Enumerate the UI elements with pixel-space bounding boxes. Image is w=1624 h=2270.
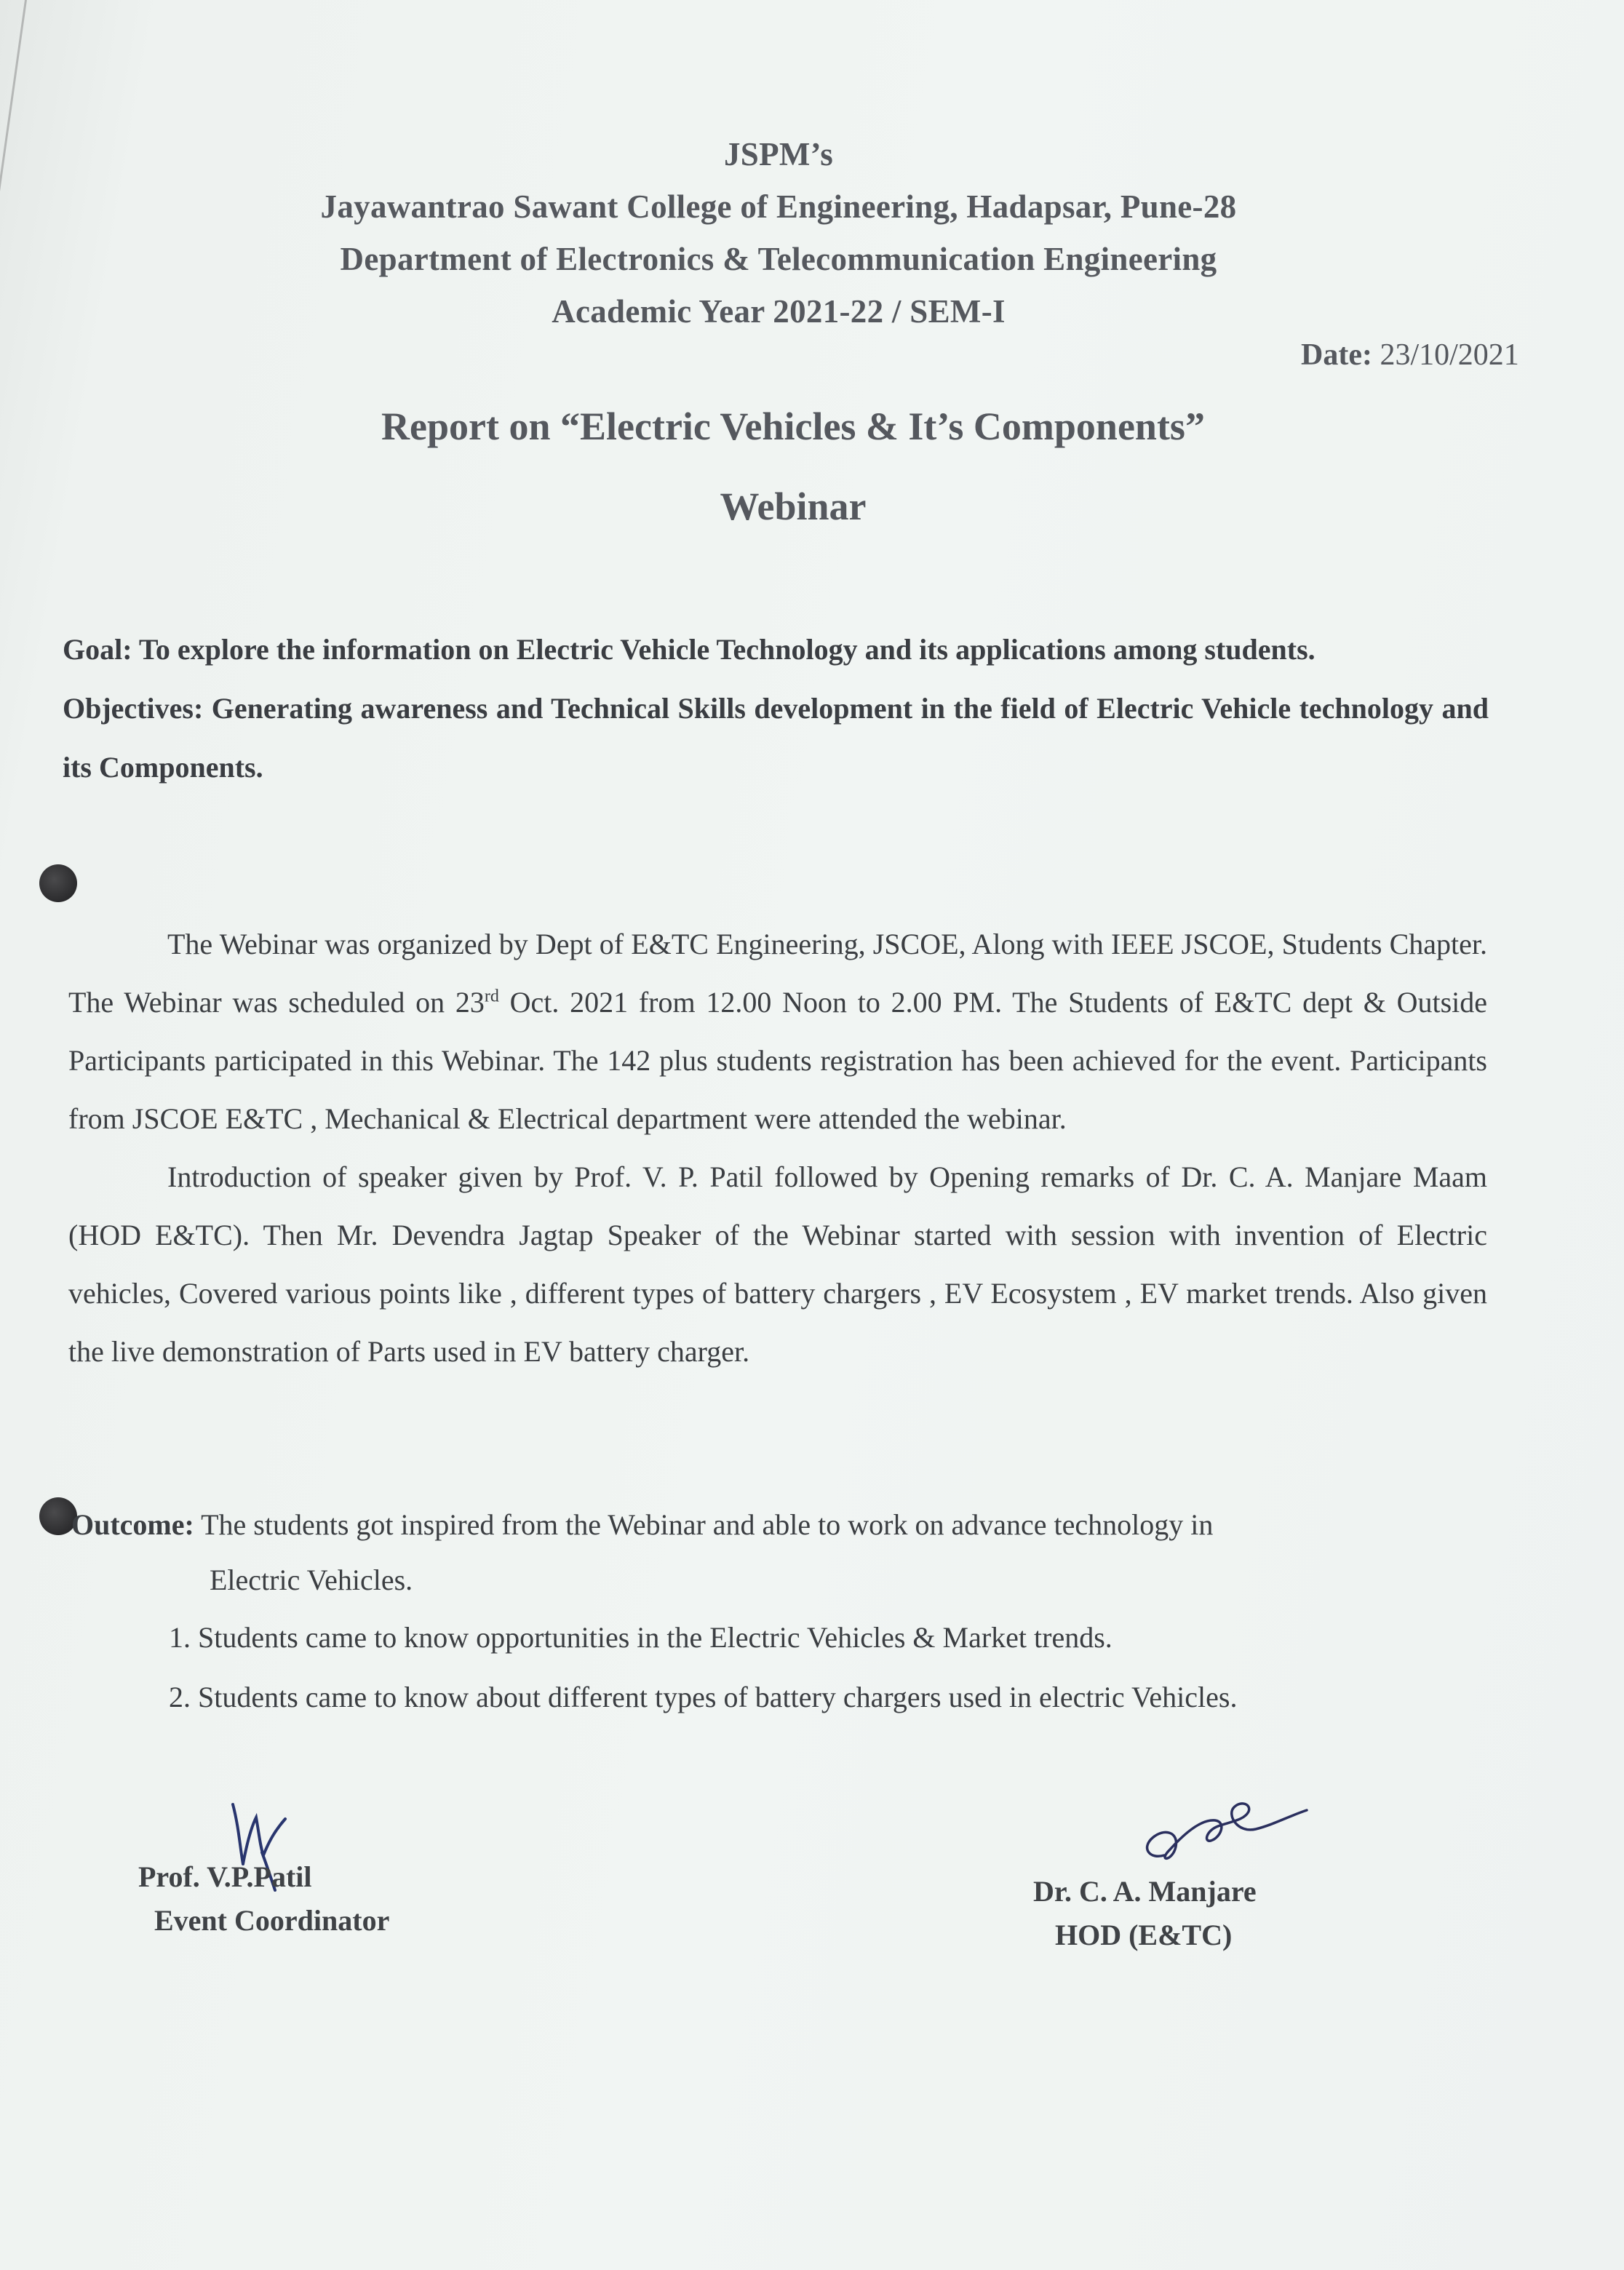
report-body xyxy=(68,915,1487,1381)
report-title: Report on “Electric Vehicles & It’s Components” xyxy=(381,405,1205,448)
signatory-right-role: HOD (E&TC) xyxy=(1055,1919,1233,1951)
objectives-text: Generating awareness and Technical Skills development in the field of Electric Vehicle technology and its Components. xyxy=(63,692,1489,784)
org-name: JSPM’s xyxy=(723,136,834,172)
body-p1-part1: The Webinar was organized by Dept of E&TC Engineering, JSCOE, Along with IEEE JSCOE, Students Chapter. The Webinar was scheduled on 23 xyxy=(68,928,1487,1019)
report-subtitle: Webinar xyxy=(720,485,867,528)
signature-block-left xyxy=(138,1855,389,1943)
outcome-item: 1. Students came to know opportunities in the Electric Vehicles & Market trends. xyxy=(169,1621,1112,1654)
outcome-text-line2: Electric Vehicles. xyxy=(210,1564,413,1596)
outcome-list xyxy=(71,1608,1454,1727)
college-name: Jayawantrao Sawant College of Engineering, Hadapsar, Pune-28 xyxy=(320,188,1237,225)
body-p1-sup: rd xyxy=(484,987,499,1006)
goal-objectives-section xyxy=(63,620,1489,797)
signatory-left-role: Event Coordinator xyxy=(154,1904,390,1937)
report-date xyxy=(1301,338,1519,373)
signature-right-icon xyxy=(1135,1790,1310,1877)
outcome-text-line1: The students got inspired from the Webinar and able to work on advance technology in xyxy=(201,1508,1214,1541)
letterhead xyxy=(0,128,1557,338)
outcome-item: 2. Students came to know about different types of battery chargers used in electric Vehicles. xyxy=(169,1681,1238,1713)
goal-text: To explore the information on Electric Vehicle Technology and its applications among students. xyxy=(138,633,1315,666)
date-label: Date: xyxy=(1301,338,1372,372)
outcome-section xyxy=(71,1497,1454,1727)
signatory-left-name: Prof. V.P.Patil xyxy=(138,1860,312,1893)
body-paragraph-1 xyxy=(68,915,1487,1148)
punch-hole-top xyxy=(39,864,77,902)
outcome-label: Outcome: xyxy=(71,1508,194,1541)
objectives-paragraph xyxy=(63,679,1489,797)
outcome-intro xyxy=(71,1497,1454,1608)
signatory-right-name: Dr. C. A. Manjare xyxy=(1033,1875,1257,1908)
academic-year: Academic Year 2021-22 / SEM-I xyxy=(552,293,1006,330)
body-p1-part2: Oct. 2021 from 12.00 Noon to 2.00 PM. The Students of E&TC dept & Outside Participants participated in this Webinar. The 142 plus students registration has been achieved for the event. Participants from JSCOE E&TC , Mechanical & Electrical department were attended the webinar. xyxy=(68,986,1487,1135)
goal-paragraph xyxy=(63,620,1489,679)
department-name: Department of Electronics & Telecommunication Engineering xyxy=(340,241,1217,277)
objectives-label: Objectives: xyxy=(63,692,204,725)
date-value: 23/10/2021 xyxy=(1380,338,1519,372)
signature-block-right xyxy=(1033,1870,1257,1957)
body-paragraph-2: Introduction of speaker given by Prof. V. P. Patil followed by Opening remarks of Dr. C. A. Manjare Maam (HOD E&TC). Then Mr. Devendra Jagtap Speaker of the Webinar started with session with invention of Electric vehicles, Covered various points like , different types of battery chargers , EV Ecosystem , EV market trends. Also given the live demonstration of Parts used in EV battery charger. xyxy=(68,1160,1487,1368)
goal-label: Goal: xyxy=(63,633,132,666)
